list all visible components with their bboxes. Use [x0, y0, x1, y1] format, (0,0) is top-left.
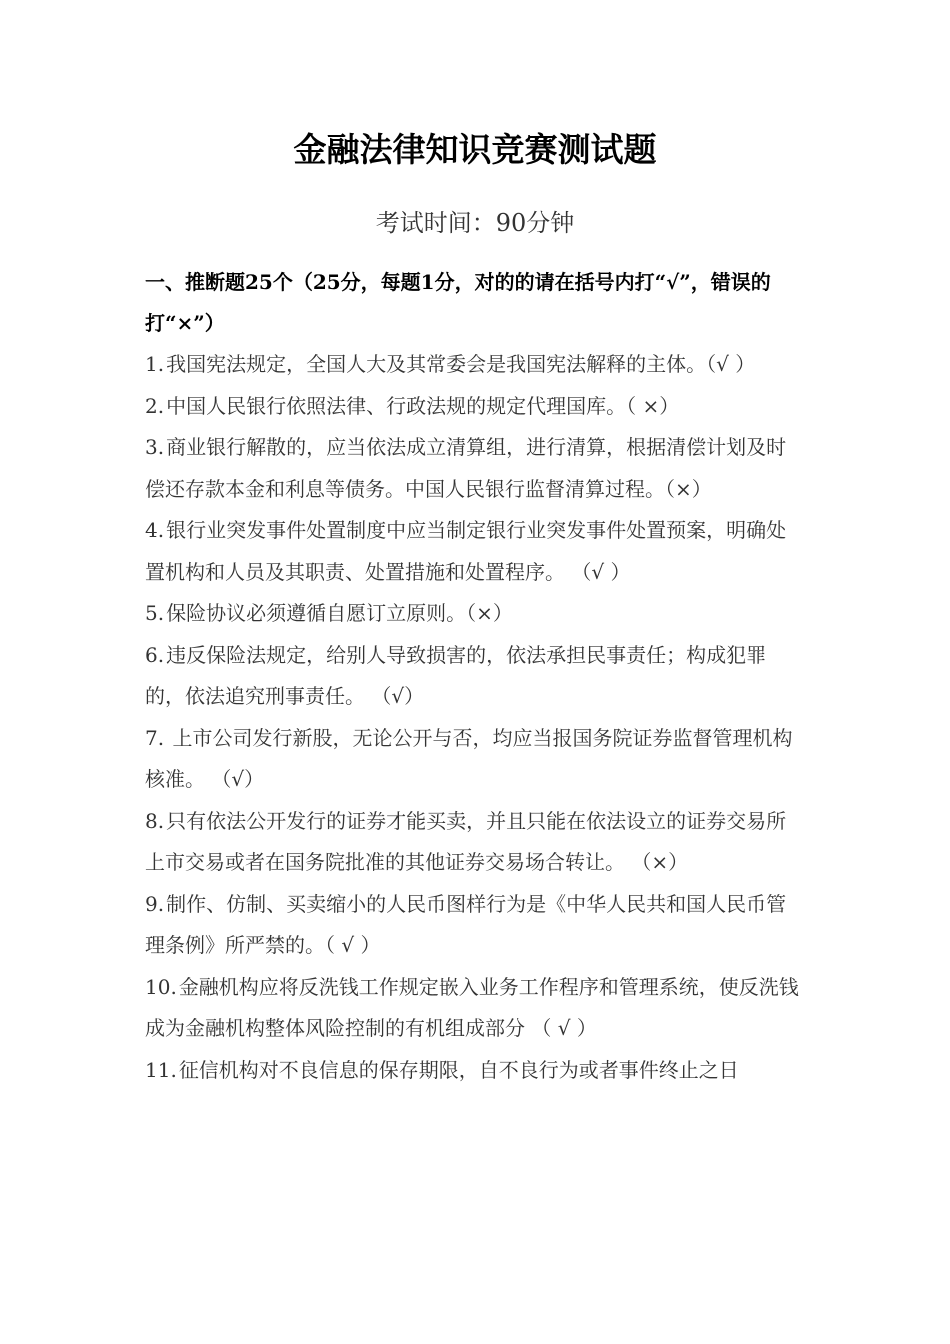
- question-text: 征信机构对不良信息的保存期限，自不良行为或者事件终止之日: [178, 1057, 739, 1082]
- document-body: [145, 262, 805, 1091]
- question-text: 只有依法公开发行的证券才能买卖，并且只能在依法设立的证券交易所上市交易或者在国务院批准的其他证券交易场合转让。 （×）: [145, 808, 787, 874]
- question-text: 违反保险法规定，给别人导致损害的，依法承担民事责任；构成犯罪的，依法追究刑事责任。 （√）: [145, 642, 767, 708]
- question-10: [145, 967, 805, 1050]
- question-1: [145, 344, 805, 386]
- question-number: 3.: [145, 435, 165, 459]
- question-4: [145, 510, 805, 593]
- question-text: 保险协议必须遵循自愿订立原则。（×）: [166, 601, 513, 625]
- question-8: [145, 801, 805, 884]
- question-text: 银行业突发事件处置制度中应当制定银行业突发事件处置预案，明确处置机构和人员及其职责、处置措施和处置程序。 （√ ）: [145, 518, 787, 584]
- question-number: 2.: [145, 393, 165, 418]
- question-number: 7.: [145, 725, 165, 750]
- question-number: 8.: [145, 808, 165, 833]
- question-number: 9.: [145, 891, 165, 916]
- question-9: [145, 884, 805, 967]
- question-2: [145, 386, 805, 428]
- question-number: 1.: [145, 352, 165, 376]
- question-3: [145, 427, 805, 510]
- question-text: 上市公司发行新股，无论公开与否，均应当报国务院证券监督管理机构核准。 （√）: [145, 725, 793, 791]
- question-11: [145, 1050, 805, 1092]
- question-text: 商业银行解散的，应当依法成立清算组，进行清算，根据清偿计划及时偿还存款本金和利息等债务。中国人民银行监督清算过程。（×）: [145, 435, 787, 501]
- question-7: [145, 718, 805, 801]
- question-text: 金融机构应将反洗钱工作规定嵌入业务工作程序和管理系统，使反洗钱成为金融机构整体风险控制的有机组成部分 （ √ ）: [145, 974, 799, 1040]
- question-number: 4.: [145, 518, 165, 542]
- question-number: 6.: [145, 642, 165, 667]
- question-number: 5.: [145, 601, 165, 625]
- question-number: 11.: [145, 1057, 177, 1082]
- question-text: 制作、仿制、买卖缩小的人民币图样行为是《中华人民共和国人民币管理条例》所严禁的。（ √ ）: [145, 891, 787, 957]
- question-number: 10.: [145, 974, 177, 999]
- section-heading: 一、推断题25个（25分，每题1分，对的的请在括号内打“√”，错误的打“×”）: [145, 270, 771, 335]
- question-text: 我国宪法规定，全国人大及其常委会是我国宪法解释的主体。（√ ）: [166, 352, 756, 376]
- question-6: [145, 635, 805, 718]
- question-text: 中国人民银行依照法律、行政法规的规定代理国库。（ ×）: [166, 393, 680, 418]
- exam-duration: 考试时间：90分钟: [375, 209, 575, 237]
- question-5: [145, 593, 805, 635]
- document-title: 金融法律知识竞赛测试题: [293, 130, 657, 169]
